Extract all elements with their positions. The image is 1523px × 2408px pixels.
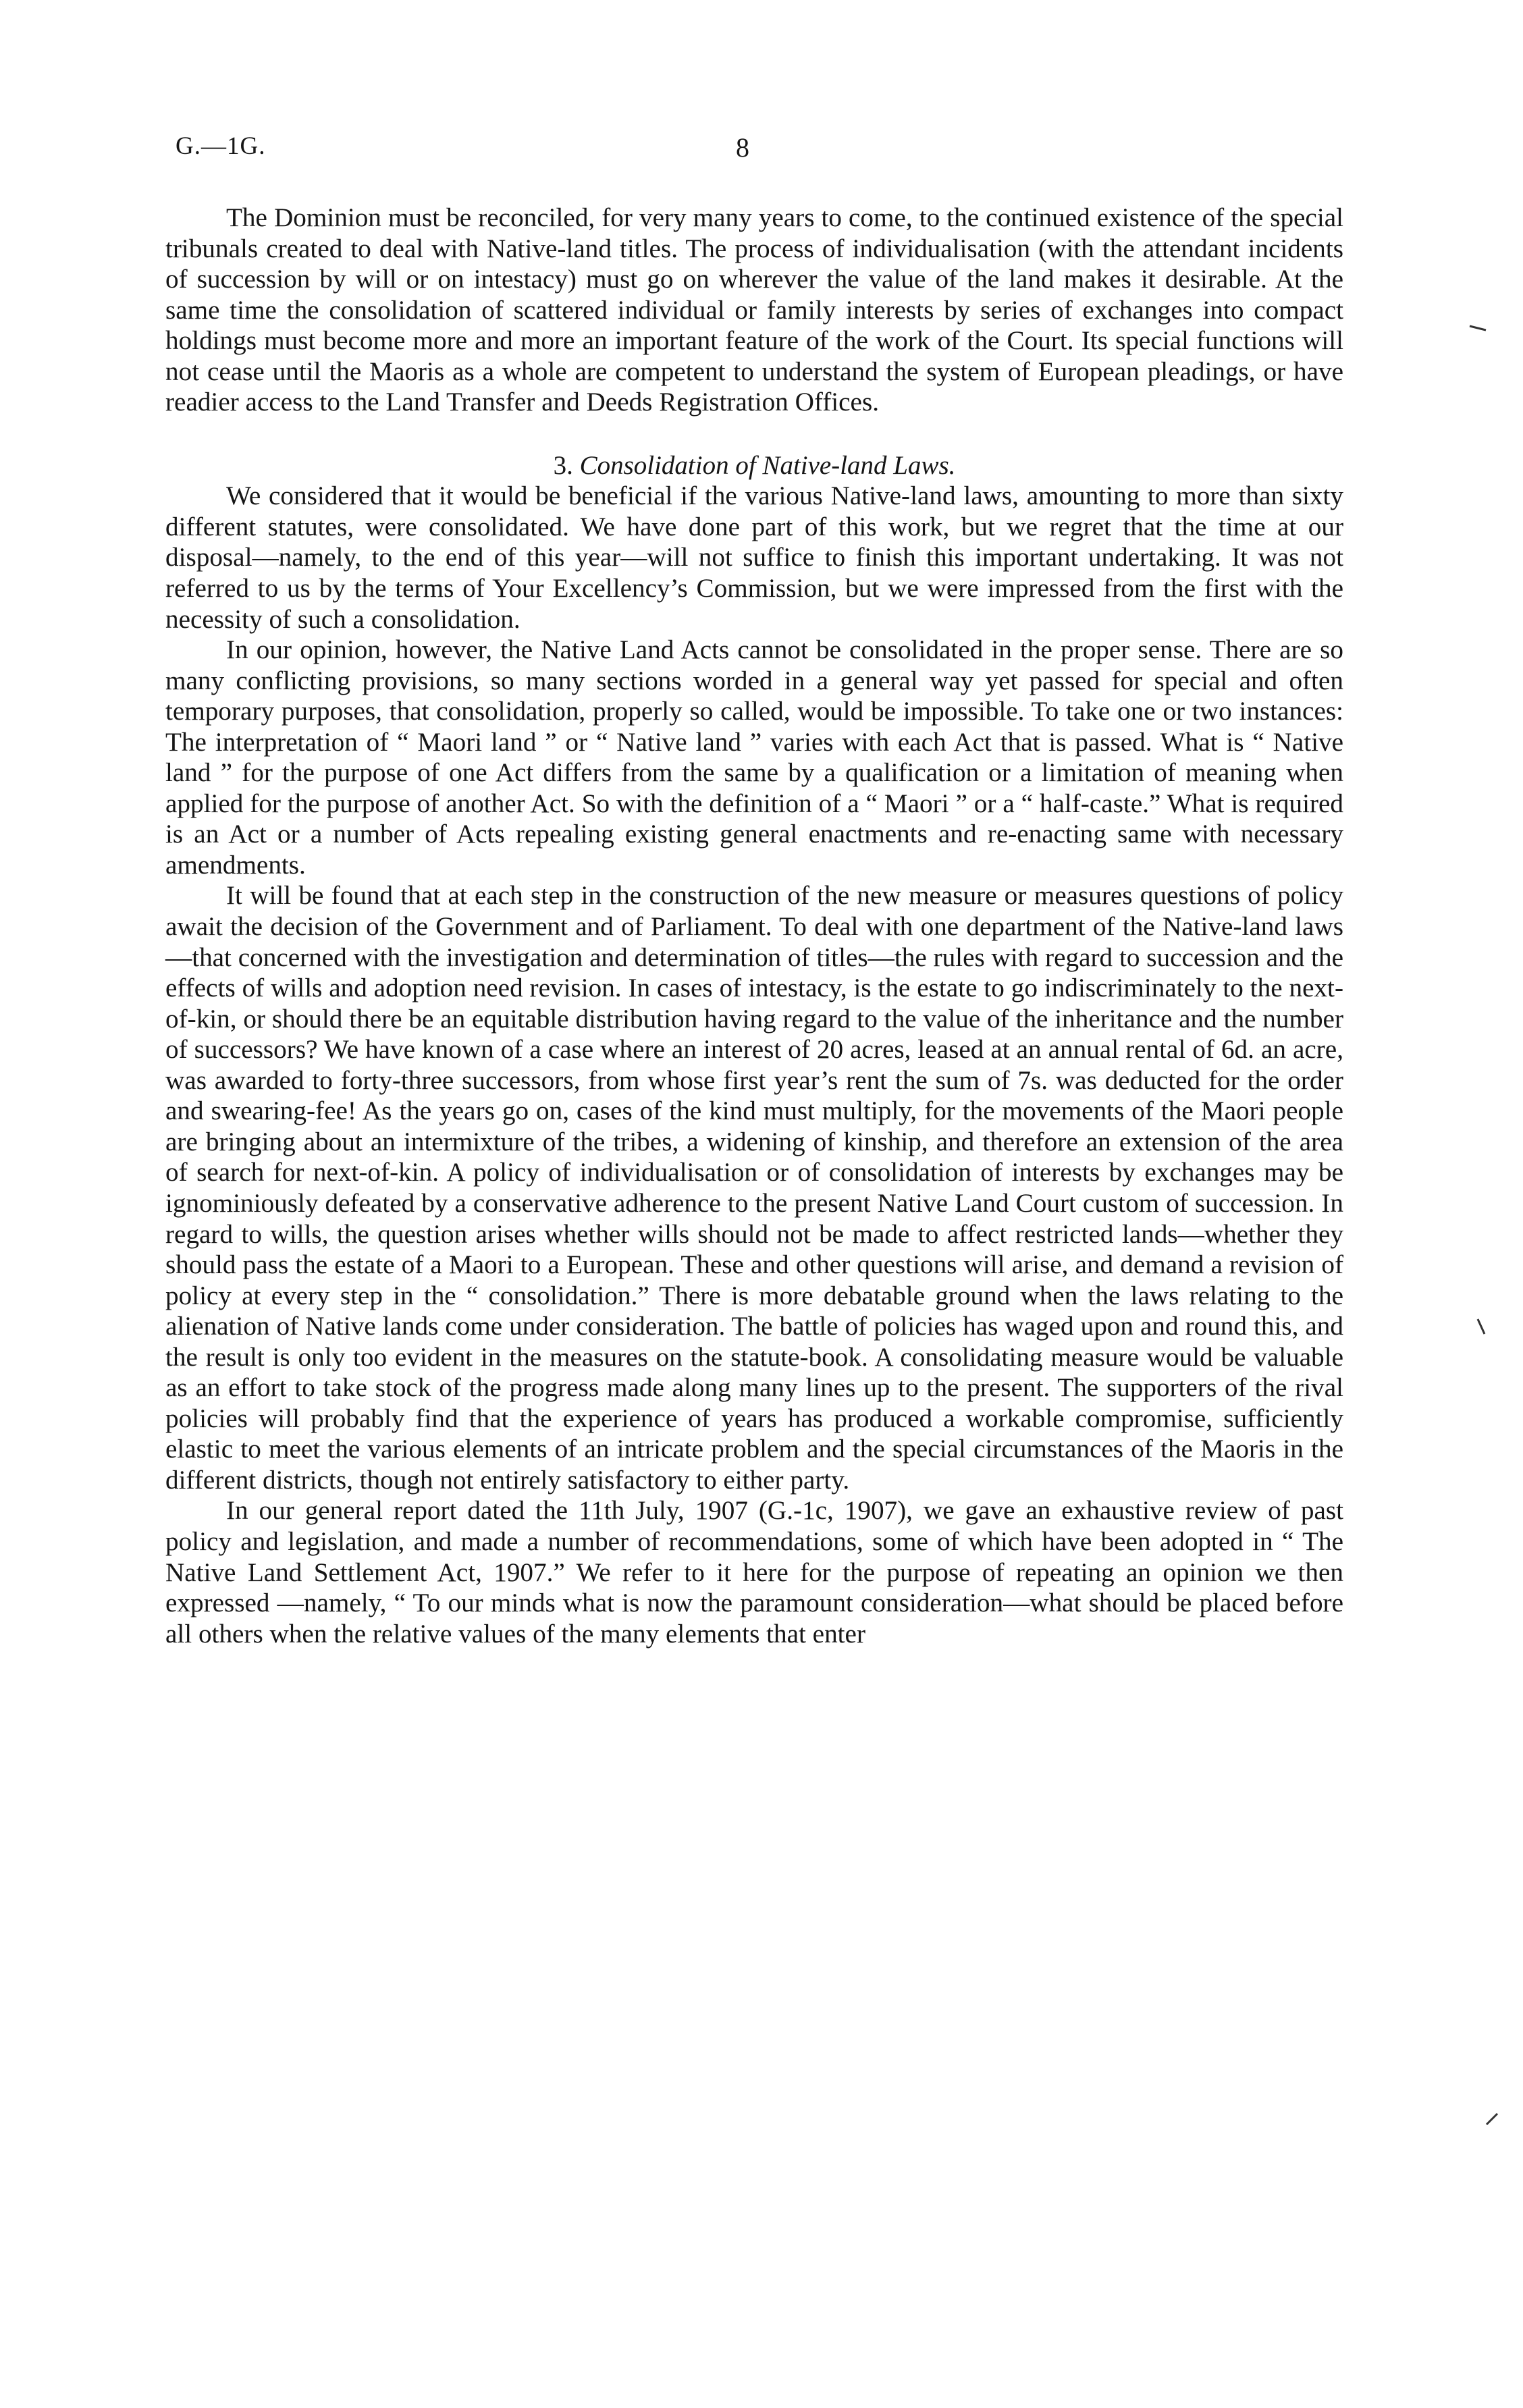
section-number: 3. — [553, 450, 573, 480]
paragraph: In our opinion, however, the Native Land Acts cannot be consolidated in the proper sense. There are so many conflicting provisions, so many sections worded in a general way yet passed for special and often temporary purposes, that consolidation, properly so called, would be impossible. To take one or two instances: The interpretation of “ Maori land ” or “ Native land ” varies with each Act that is passed. What is “ Native land ” for the purpose of one Act differs from the same by a qualification or a limitation of meaning when applied for the purpose of another Act. So with the definition of a “ Maori ” or a “ half-caste.” What is required is an Act or a number of Acts repealing existing general enactments and re-enacting same with necessary amendments. — [165, 635, 1343, 880]
paragraph: In our general report dated the 11th July, 1907 (G.-1c, 1907), we gave an exhaustive review of past policy and legislation, and made a number of recommendations, some of which have been adopted in “ The Native Land Settlement Act, 1907.” We refer to it here for the purpose of repeating an opinion we then expressed —namely, “ To our minds what is now the paramount consideration—what should be placed before all others when the relative values of the many elements that enter — [165, 1496, 1343, 1649]
paragraph-intro: The Dominion must be reconciled, for very many years to come, to the continued existence of the special tribunals created to deal with Native-land titles. The process of individualisation (with the attendant incidents of succession by will or on intestacy) must go on wherever the value of the land makes it desirable. At the same time the consolidation of scattered individual or family interests by series of exchanges into compact holdings must become more and more an important feature of the work of the Court. Its special functions will not cease until the Maoris as a whole are competent to understand the system of European pleadings, or have readier access to the Land Transfer and Deeds Registration Offices. — [165, 203, 1343, 417]
document-reference: G.—1G. — [176, 132, 266, 160]
margin-scan-mark — [1475, 1316, 1489, 1337]
margin-scan-mark — [1468, 321, 1489, 334]
paragraph: We considered that it would be beneficial if the various Native-land laws, amounting to more than sixty different statutes, were consolidated. We have done part of this work, but we regret that the time at our disposal—namely, to the end of this year—will not suffice to finish this important undertaking. It was not referred to us by the terms of Your Excellency’s Commission, but we were impressed from the first with the necessity of such a consolidation. — [165, 481, 1343, 634]
section-title: Consolidation of Native-land Laws. — [579, 450, 956, 480]
section-heading — [165, 450, 1343, 481]
page-number: 8 — [736, 132, 749, 163]
body-text — [165, 203, 1343, 1649]
page-header — [176, 132, 1337, 172]
margin-scan-mark — [1484, 2110, 1501, 2126]
paragraph: It will be found that at each step in the construction of the new measure or measures questions of policy await the decision of the Government and of Parliament. To deal with one department of the Native-land laws—that concerned with the investigation and determination of titles—the rules with regard to succession and the effects of wills and adoption need revision. In cases of intestacy, is the estate to go indiscriminately to the next-of-kin, or should there be an equitable distribution having regard to the value of the inheritance and the number of successors? We have known of a case where an interest of 20 acres, leased at an annual rental of 6d. an acre, was awarded to forty-three successors, from whose first year’s rent the sum of 7s. was deducted for the order and swearing-fee! As the years go on, cases of the kind must multiply, for the movements of the Maori people are bringing about an intermixture of the tribes, a widening of kinship, and therefore an extension of the area of search for next-of-kin. A policy of individualisation or of consolidation of interests by exchanges may be ignominiously defeated by a conservative adherence to the present Native Land Court custom of succession. In regard to wills, the question arises whether wills should not be made to affect restricted lands—whether they should pass the estate of a Maori to a European. These and other questions will arise, and demand a revision of policy at every step in the “ consolidation.” There is more debatable ground when the laws relating to the alienation of Native lands come under consideration. The battle of policies has waged upon and round this, and the result is only too evident in the measures on the statute-book. A consolidating measure would be valuable as an effort to take stock of the progress made along many lines up to the present. The supporters of the rival policies will probably find that the experience of years has produced a workable compromise, sufficiently elastic to meet the various elements of an intricate problem and the special circumstances of the Maoris in the different districts, though not entirely satisfactory to either party. — [165, 881, 1343, 1495]
